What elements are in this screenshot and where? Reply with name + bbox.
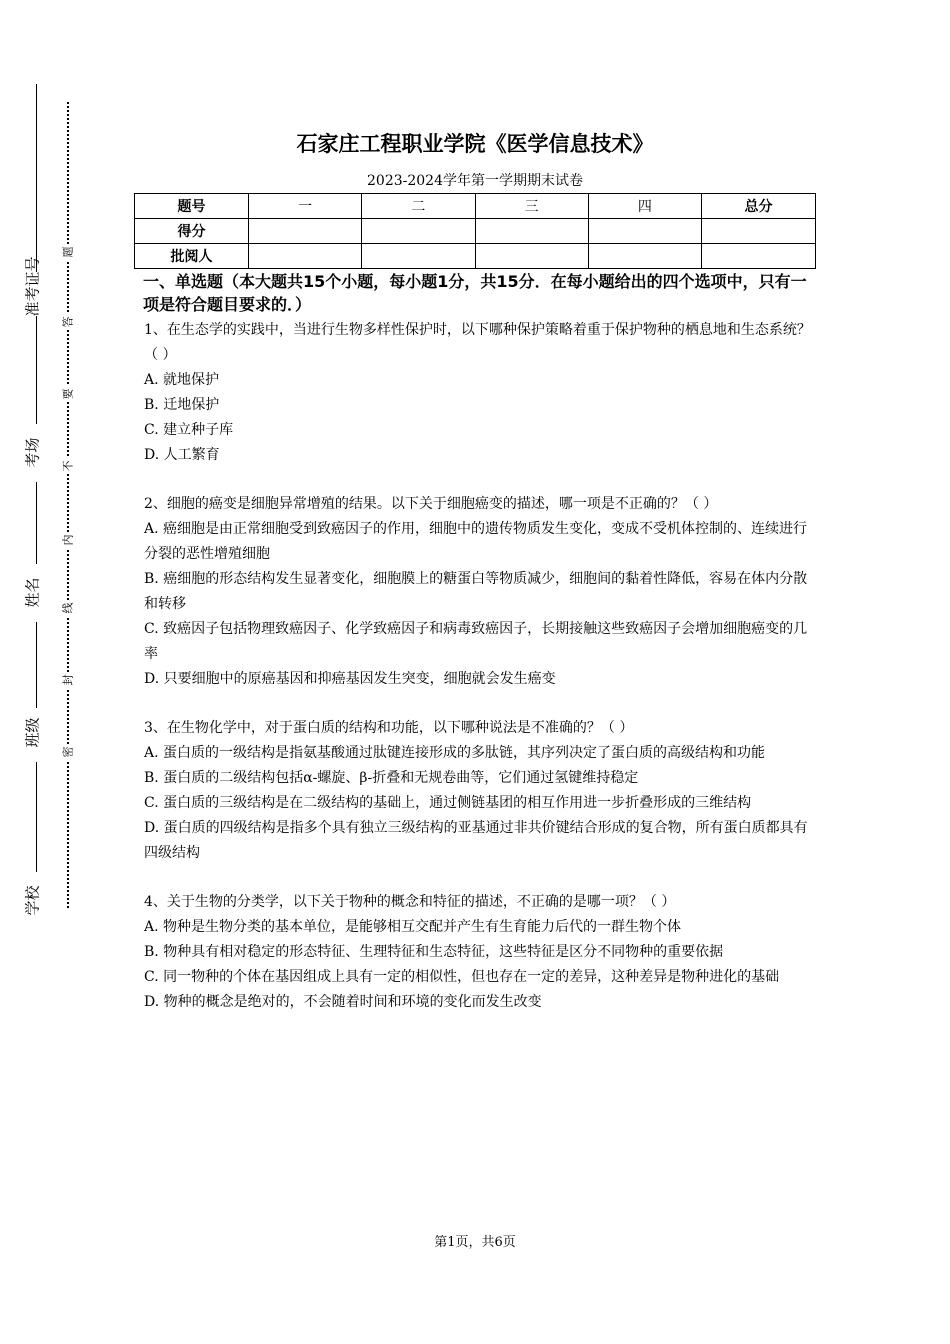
table-row — [135, 219, 816, 244]
option-a[interactable]: A. 癌细胞是由正常细胞受到致癌因子的作用，细胞中的遗传物质发生变化，变成不受机体控制的、连续进行分裂的恶性增殖细胞 — [144, 521, 808, 562]
seal-char: 线 — [61, 600, 75, 616]
seal-char: 要 — [61, 386, 75, 402]
score-cell[interactable] — [249, 219, 362, 244]
table-row — [135, 194, 816, 219]
exam-room-label: 考场 — [23, 436, 42, 468]
question-1 — [144, 318, 820, 468]
section-title: 一、单选题（本大题共15个小题，每小题1分，共15分．在每小题给出的四个选项中，只有一项是符合题目要求的．） — [143, 272, 807, 314]
question-2 — [144, 492, 820, 692]
class-label: 班级 — [23, 716, 42, 748]
option-b[interactable]: B. 迁地保护 — [144, 397, 220, 413]
option-b[interactable]: B. 癌细胞的形态结构发生显著变化，细胞膜上的糖蛋白等物质减少，细胞间的黏着性降低，容易在体内分散和转移 — [144, 571, 808, 612]
name-field[interactable] — [36, 622, 37, 708]
name-label: 姓名 — [23, 576, 42, 608]
column-header: 一 — [249, 194, 362, 219]
table-row-label: 得分 — [135, 219, 249, 244]
grader-cell[interactable] — [588, 244, 701, 269]
grader-cell[interactable] — [475, 244, 588, 269]
question-3 — [144, 716, 820, 866]
table-row — [135, 244, 816, 269]
school-label: 学校 — [23, 884, 42, 916]
option-c[interactable]: C. 致癌因子包括物理致癌因子、化学致癌因子和病毒致癌因子，长期接触这些致癌因子会增加细胞癌变的几率 — [144, 621, 808, 662]
option-d[interactable]: D. 蛋白质的四级结构是指多个具有独立三级结构的亚基通过非共价键结合形成的复合物，所有蛋白质都具有四级结构 — [144, 820, 808, 861]
table-row-label: 题号 — [135, 194, 249, 219]
question-text: 1、在生态学的实践中，当进行生物多样性保护时，以下哪种保护策略着重于保护物种的栖息地和生态系统？（ ） — [144, 322, 811, 363]
column-header: 二 — [362, 194, 475, 219]
table-row-label: 批阅人 — [135, 244, 249, 269]
question-4 — [144, 890, 820, 1015]
grader-cell[interactable] — [249, 244, 362, 269]
exam-content — [144, 270, 820, 1039]
option-b[interactable]: B. 蛋白质的二级结构包括α-螺旋、β-折叠和无规卷曲等，它们通过氢键维持稳定 — [144, 770, 639, 786]
seal-char: 封 — [61, 672, 75, 688]
score-table — [134, 193, 816, 269]
option-d[interactable]: D. 物种的概念是绝对的，不会随着时间和环境的变化而发生改变 — [144, 994, 542, 1010]
grader-cell[interactable] — [362, 244, 475, 269]
option-c[interactable]: C. 建立种子库 — [144, 422, 234, 438]
option-c[interactable]: C. 同一物种的个体在基因组成上具有一定的相似性，但也存在一定的差异，这种差异是物种进化的基础 — [144, 969, 780, 985]
seal-char: 内 — [61, 532, 75, 548]
score-cell[interactable] — [588, 219, 701, 244]
score-cell[interactable] — [475, 219, 588, 244]
option-d[interactable]: D. 人工繁育 — [144, 447, 220, 463]
column-header: 三 — [475, 194, 588, 219]
question-text: 2、细胞的癌变是细胞异常增殖的结果。以下关于细胞癌变的描述，哪一项是不正确的？（ ） — [144, 496, 718, 512]
option-b[interactable]: B. 物种具有相对稳定的形态特征、生理特征和生态特征，这些特征是区分不同物种的重要依据 — [144, 944, 724, 960]
grader-cell[interactable] — [702, 244, 816, 269]
seal-dotted-line — [67, 102, 69, 908]
score-cell[interactable] — [362, 219, 475, 244]
exam-title: 石家庄工程职业学院《医学信息技术》 — [296, 132, 654, 156]
exam-number-field[interactable] — [36, 316, 37, 424]
option-a[interactable]: A. 蛋白质的一级结构是指氨基酸通过肽键连接形成的多肽链，其序列决定了蛋白质的高级结构和功能 — [144, 745, 766, 761]
option-c[interactable]: C. 蛋白质的三级结构是在二级结构的基础上，通过侧链基团的相互作用进一步折叠形成的三维结构 — [144, 795, 752, 811]
question-text: 3、在生物化学中，对于蛋白质的结构和功能，以下哪种说法是不准确的？（ ） — [144, 720, 634, 736]
column-header: 总分 — [702, 194, 816, 219]
option-a[interactable]: A. 就地保护 — [144, 372, 220, 388]
option-d[interactable]: D. 只要细胞中的原癌基因和抑癌基因发生突变，细胞就会发生癌变 — [144, 671, 556, 687]
seal-char: 题 — [61, 244, 75, 260]
option-a[interactable]: A. 物种是生物分类的基本单位，是能够相互交配并产生有生育能力后代的一群生物个体 — [144, 919, 682, 935]
exam-room-field[interactable] — [36, 482, 37, 564]
exam-subtitle: 2023-2024学年第一学期期末试卷 — [367, 173, 583, 189]
seal-char: 答 — [61, 314, 75, 330]
seal-char: 密 — [61, 744, 75, 760]
score-cell[interactable] — [702, 219, 816, 244]
question-text: 4、关于生物的分类学，以下关于物种的概念和特征的描述，不正确的是哪一项？（ ） — [144, 894, 676, 910]
page-number: 第1页，共6页 — [434, 1235, 516, 1250]
column-header: 四 — [588, 194, 701, 219]
class-field[interactable] — [36, 762, 37, 872]
exam-number-label: 准考证号 — [23, 255, 42, 317]
seal-char: 不 — [61, 458, 75, 474]
